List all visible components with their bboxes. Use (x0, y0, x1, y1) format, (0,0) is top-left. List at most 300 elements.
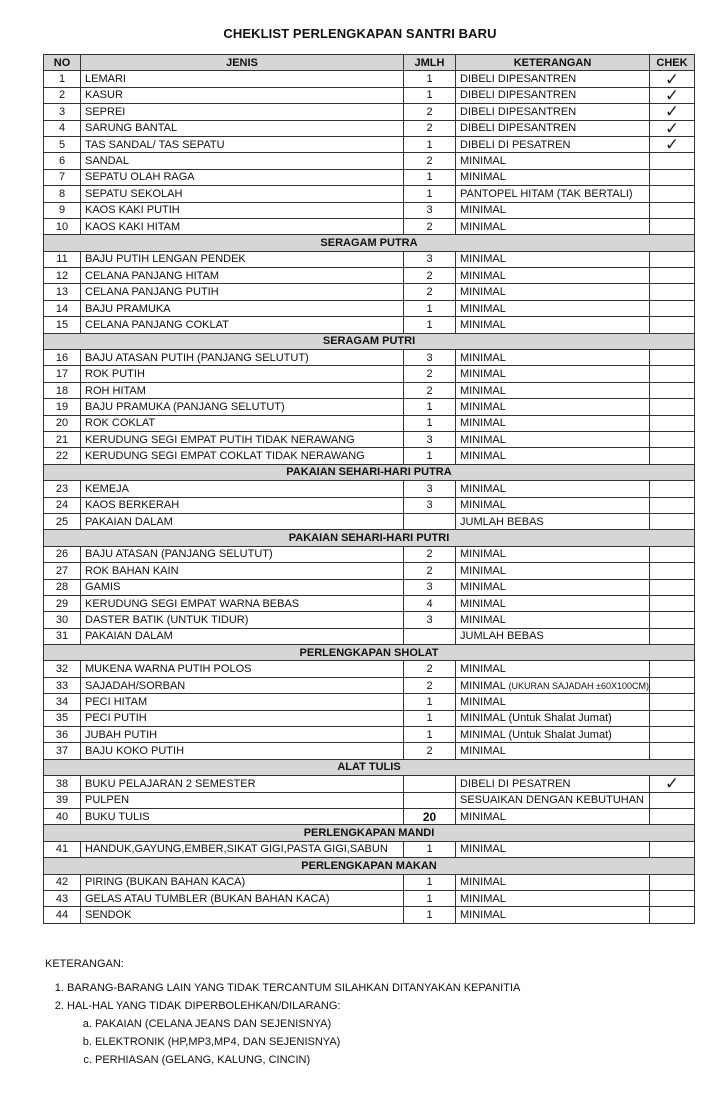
section-header-row (44, 825, 695, 841)
item-note (456, 890, 650, 906)
item-quantity: 3 (404, 579, 456, 595)
row-number: 28 (44, 579, 81, 595)
item-note-text: SESUAIKAN DENGAN KEBUTUHAN (460, 794, 644, 807)
item-note (456, 251, 650, 267)
check-cell (650, 71, 695, 87)
item-note (456, 563, 650, 579)
row-number: 38 (44, 776, 81, 792)
item-note-text: MINIMAL (460, 433, 506, 446)
table-row (44, 776, 695, 792)
row-number: 42 (44, 874, 81, 890)
item-note-text: MINIMAL (460, 269, 506, 282)
row-number: 20 (44, 415, 81, 431)
item-note-text: MINIMAL (460, 695, 506, 708)
table-row (44, 513, 695, 529)
row-number: 13 (44, 284, 81, 300)
check-cell (650, 448, 695, 464)
item-note (456, 268, 650, 284)
checkmark-icon: ✓ (664, 103, 680, 121)
table-row (44, 382, 695, 398)
check-cell (650, 874, 695, 890)
check-cell (650, 710, 695, 726)
checkmark-icon: ✓ (664, 70, 680, 88)
row-number: 43 (44, 890, 81, 906)
notes-section (45, 958, 665, 1071)
table-row (44, 300, 695, 316)
item-quantity: 3 (404, 612, 456, 628)
item-note (456, 677, 650, 693)
item-note-text: JUMLAH BEBAS (460, 630, 544, 643)
item-note-text: MINIMAL (460, 499, 506, 512)
item-note-text: MINIMAL (460, 302, 506, 315)
item-note-text: MINIMAL (460, 204, 506, 217)
item-name: TAS SANDAL/ TAS SEPATU (81, 136, 404, 152)
check-cell (650, 251, 695, 267)
check-cell (650, 546, 695, 562)
item-note-text: MINIMAL (460, 679, 509, 692)
item-name: HANDUK,GAYUNG,EMBER,SIKAT GIGI,PASTA GIGI,SABUN (81, 841, 404, 857)
section-title: SERAGAM PUTRA (44, 235, 695, 251)
item-quantity: 1 (404, 841, 456, 857)
item-name: SEPATU OLAH RAGA (81, 169, 404, 185)
item-quantity: 2 (404, 661, 456, 677)
row-number: 21 (44, 431, 81, 447)
item-quantity: 1 (404, 87, 456, 103)
table-row (44, 612, 695, 628)
item-note (456, 808, 650, 824)
row-number: 1 (44, 71, 81, 87)
check-cell (650, 694, 695, 710)
table-row (44, 317, 695, 333)
check-cell (650, 300, 695, 316)
section-header-row (44, 530, 695, 546)
item-name: PECI PUTIH (81, 710, 404, 726)
item-note (456, 776, 650, 792)
check-cell (650, 612, 695, 628)
item-note-text: MINIMAL (460, 253, 506, 266)
notes-header: KETERANGAN: (45, 958, 124, 970)
item-note (456, 202, 650, 218)
check-cell (650, 284, 695, 300)
check-cell (650, 841, 695, 857)
check-cell (650, 104, 695, 120)
table-row (44, 169, 695, 185)
check-cell (650, 513, 695, 529)
item-note-text: MINIMAL (460, 368, 506, 381)
note-text: HAL-HAL YANG TIDAK DIPERBOLEHKAN/DILARANG: (67, 1000, 341, 1012)
row-number: 35 (44, 710, 81, 726)
item-note (456, 710, 650, 726)
item-note (456, 366, 650, 382)
checkmark-icon: ✓ (664, 120, 680, 137)
row-number: 12 (44, 268, 81, 284)
table-row (44, 579, 695, 595)
header-jmlh: JMLH (404, 55, 456, 71)
item-quantity (404, 513, 456, 529)
item-quantity (404, 628, 456, 644)
check-cell (650, 628, 695, 644)
section-header-row (44, 858, 695, 874)
item-note (456, 743, 650, 759)
item-name: KASUR (81, 87, 404, 103)
row-number: 31 (44, 628, 81, 644)
check-cell (650, 677, 695, 693)
item-note-text: MINIMAL (460, 482, 506, 495)
row-number: 16 (44, 350, 81, 366)
row-number: 3 (44, 104, 81, 120)
item-name: CELANA PANJANG COKLAT (81, 317, 404, 333)
row-number: 14 (44, 300, 81, 316)
item-name: BUKU TULIS (81, 808, 404, 824)
item-note-text: MINIMAL (460, 450, 506, 463)
item-note (456, 448, 650, 464)
check-cell (650, 268, 695, 284)
item-name: ROH HITAM (81, 382, 404, 398)
item-name: BAJU ATASAN (PANJANG SELUTUT) (81, 546, 404, 562)
item-quantity: 3 (404, 481, 456, 497)
note-text: BARANG-BARANG LAIN YANG TIDAK TERCANTUM SILAHKAN DITANYAKAN KEPANITIA (67, 982, 521, 994)
item-name: LEMARI (81, 71, 404, 87)
item-name: GAMIS (81, 579, 404, 595)
row-number: 36 (44, 727, 81, 743)
item-quantity (404, 776, 456, 792)
item-quantity: 3 (404, 431, 456, 447)
item-quantity: 1 (404, 727, 456, 743)
item-name: KAOS KAKI HITAM (81, 218, 404, 234)
table-row (44, 366, 695, 382)
item-note-text: MINIMAL (460, 564, 506, 577)
table-row (44, 186, 695, 202)
table-header-row (44, 55, 695, 71)
item-note (456, 218, 650, 234)
check-cell (650, 727, 695, 743)
item-name: DASTER BATIK (UNTUK TIDUR) (81, 612, 404, 628)
item-note-text: MINIMAL (460, 220, 506, 233)
check-cell (650, 186, 695, 202)
item-note-text: MINIMAL (460, 909, 506, 921)
row-number: 44 (44, 907, 81, 923)
section-title: PERLENGKAPAN MAKAN (44, 858, 695, 874)
table-row (44, 874, 695, 890)
item-quantity: 3 (404, 497, 456, 513)
item-note (456, 546, 650, 562)
item-note (456, 841, 650, 857)
row-number: 2 (44, 87, 81, 103)
item-name: KAOS BERKERAH (81, 497, 404, 513)
row-number: 7 (44, 169, 81, 185)
item-quantity: 1 (404, 317, 456, 333)
check-cell (650, 481, 695, 497)
row-number: 37 (44, 743, 81, 759)
table-row (44, 350, 695, 366)
item-note (456, 513, 650, 529)
item-note (456, 71, 650, 87)
item-name: KAOS KAKI PUTIH (81, 202, 404, 218)
item-name: SANDAL (81, 153, 404, 169)
item-quantity: 2 (404, 268, 456, 284)
header-keterangan: KETERANGAN (456, 55, 650, 71)
item-quantity: 1 (404, 186, 456, 202)
item-name: CELANA PANJANG PUTIH (81, 284, 404, 300)
table-row (44, 448, 695, 464)
item-name: KERUDUNG SEGI EMPAT COKLAT TIDAK NERAWANG (81, 448, 404, 464)
item-quantity: 1 (404, 136, 456, 152)
item-note-text: MINIMAL (460, 613, 506, 626)
item-quantity: 1 (404, 169, 456, 185)
table-row (44, 284, 695, 300)
table-row (44, 841, 695, 857)
item-note (456, 497, 650, 513)
item-quantity: 1 (404, 890, 456, 906)
item-name: KERUDUNG SEGI EMPAT WARNA BEBAS (81, 595, 404, 611)
item-quantity: 1 (404, 874, 456, 890)
item-name: SARUNG BANTAL (81, 120, 404, 136)
item-note-text: PANTOPEL HITAM (TAK BERTALI) (460, 187, 633, 200)
item-quantity: 3 (404, 350, 456, 366)
item-note-text: DIBELI DI PESATREN (460, 777, 571, 790)
row-number: 32 (44, 661, 81, 677)
item-note-text: MINIMAL (460, 548, 506, 561)
item-note (456, 153, 650, 169)
table-row (44, 120, 695, 136)
row-number: 30 (44, 612, 81, 628)
item-quantity: 2 (404, 120, 456, 136)
item-note (456, 481, 650, 497)
item-note-text: MINIMAL (Untuk Shalat Jumat) (460, 712, 612, 725)
note-item (67, 980, 665, 996)
item-quantity: 1 (404, 300, 456, 316)
item-quantity: 1 (404, 694, 456, 710)
item-note-text: JUMLAH BEBAS (460, 515, 544, 528)
item-name: ROK PUTIH (81, 366, 404, 382)
table-row (44, 136, 695, 152)
row-number: 24 (44, 497, 81, 513)
check-cell (650, 907, 695, 923)
item-note-text: MINIMAL (460, 745, 506, 758)
item-quantity: 20 (404, 808, 456, 824)
item-note-text: MINIMAL (460, 286, 506, 299)
section-header-row (44, 464, 695, 480)
item-note (456, 136, 650, 152)
row-number: 26 (44, 546, 81, 562)
table-row (44, 415, 695, 431)
table-row (44, 431, 695, 447)
row-number: 29 (44, 595, 81, 611)
item-quantity: 2 (404, 153, 456, 169)
item-name: PECI HITAM (81, 694, 404, 710)
item-name: BUKU PELAJARAN 2 SEMESTER (81, 776, 404, 792)
row-number: 33 (44, 677, 81, 693)
checklist-table (43, 54, 695, 924)
table-row (44, 694, 695, 710)
item-quantity: 2 (404, 743, 456, 759)
item-note-text: MINIMAL (460, 663, 506, 676)
table-row (44, 792, 695, 808)
item-note-text: MINIMAL (460, 400, 506, 413)
check-cell (650, 743, 695, 759)
page-title: CHEKLIST PERLENGKAPAN SANTRI BARU (223, 26, 497, 41)
check-cell (650, 661, 695, 677)
note-subitem: a. PAKAIAN (CELANA JEANS DAN SEJENISNYA) (95, 1016, 665, 1033)
note-subitem: c. PERHIASAN (GELANG, KALUNG, CINCIN) (95, 1052, 665, 1069)
item-note (456, 87, 650, 103)
check-cell (650, 890, 695, 906)
item-note (456, 612, 650, 628)
item-name: KEMEJA (81, 481, 404, 497)
section-header-row (44, 333, 695, 349)
section-title: PERLENGKAPAN SHOLAT (44, 645, 695, 661)
row-number: 34 (44, 694, 81, 710)
table-row (44, 71, 695, 87)
item-note (456, 120, 650, 136)
item-note (456, 727, 650, 743)
table-row (44, 251, 695, 267)
item-note (456, 579, 650, 595)
item-quantity: 1 (404, 710, 456, 726)
check-cell (650, 87, 695, 103)
row-number: 8 (44, 186, 81, 202)
item-note-text: MINIMAL (460, 581, 506, 594)
item-quantity: 3 (404, 202, 456, 218)
item-note (456, 792, 650, 808)
item-name: CELANA PANJANG HITAM (81, 268, 404, 284)
check-cell (650, 497, 695, 513)
item-quantity: 1 (404, 415, 456, 431)
check-cell (650, 350, 695, 366)
table-row (44, 727, 695, 743)
item-note-text: MINIMAL (460, 171, 506, 184)
item-note-text: DIBELI DIPESANTREN (460, 122, 577, 135)
section-header-row (44, 759, 695, 775)
item-name: SEPATU SEKOLAH (81, 186, 404, 202)
item-name: SEPREI (81, 104, 404, 120)
item-name: BAJU KOKO PUTIH (81, 743, 404, 759)
row-number: 18 (44, 382, 81, 398)
table-row (44, 563, 695, 579)
checkmark-icon: ✓ (664, 136, 680, 153)
check-cell (650, 399, 695, 415)
check-cell (650, 776, 695, 792)
item-note-text: DIBELI DIPESANTREN (460, 73, 577, 86)
check-cell (650, 595, 695, 611)
row-number: 40 (44, 808, 81, 824)
table-row (44, 677, 695, 693)
table-row (44, 546, 695, 562)
item-quantity: 1 (404, 71, 456, 87)
item-note-text: MINIMAL (460, 843, 506, 856)
item-note (456, 104, 650, 120)
header-chek: CHEK (650, 55, 695, 71)
item-note (456, 186, 650, 202)
row-number: 4 (44, 120, 81, 136)
item-quantity: 3 (404, 251, 456, 267)
table-row (44, 153, 695, 169)
item-name: GELAS ATAU TUMBLER (BUKAN BAHAN KACA) (81, 890, 404, 906)
item-note-text: DIBELI DI PESATREN (460, 138, 571, 151)
item-note-text: MINIMAL (460, 155, 506, 168)
header-jenis: JENIS (81, 55, 404, 71)
item-note (456, 661, 650, 677)
table-row (44, 595, 695, 611)
item-quantity: 2 (404, 677, 456, 693)
table-row (44, 890, 695, 906)
item-quantity: 2 (404, 218, 456, 234)
item-note (456, 399, 650, 415)
check-cell (650, 218, 695, 234)
item-quantity: 1 (404, 399, 456, 415)
item-note-text: MINIMAL (460, 384, 506, 397)
check-cell (650, 366, 695, 382)
row-number: 23 (44, 481, 81, 497)
row-number: 11 (44, 251, 81, 267)
item-note-text: DIBELI DIPESANTREN (460, 89, 577, 102)
item-name: BAJU ATASAN PUTIH (PANJANG SELUTUT) (81, 350, 404, 366)
item-note-text: DIBELI DIPESANTREN (460, 105, 577, 118)
item-name: BAJU PRAMUKA (PANJANG SELUTUT) (81, 399, 404, 415)
item-quantity: 2 (404, 366, 456, 382)
item-name: BAJU PUTIH LENGAN PENDEK (81, 251, 404, 267)
item-name: PAKAIAN DALAM (81, 513, 404, 529)
section-title: PAKAIAN SEHARI-HARI PUTRA (44, 464, 695, 480)
note-subitem: b. ELEKTRONIK (HP,MP3,MP4, DAN SEJENISNYA) (95, 1034, 665, 1051)
item-note-text: MINIMAL (460, 351, 506, 364)
row-number: 19 (44, 399, 81, 415)
row-number: 39 (44, 792, 81, 808)
section-title: ALAT TULIS (44, 759, 695, 775)
row-number: 22 (44, 448, 81, 464)
section-title: PERLENGKAPAN MANDI (44, 825, 695, 841)
note-sublist (67, 1016, 665, 1069)
section-title: SERAGAM PUTRI (44, 333, 695, 349)
item-note (456, 169, 650, 185)
item-note-text: MINIMAL (460, 810, 506, 823)
item-name: SENDOK (81, 907, 404, 923)
item-name: PIRING (BUKAN BAHAN KACA) (81, 874, 404, 890)
table-row (44, 87, 695, 103)
row-number: 10 (44, 218, 81, 234)
item-quantity: 4 (404, 595, 456, 611)
check-cell (650, 792, 695, 808)
item-note (456, 317, 650, 333)
item-note (456, 874, 650, 890)
table-row (44, 268, 695, 284)
checkmark-icon: ✓ (664, 775, 680, 793)
table-row (44, 907, 695, 923)
item-note-text: MINIMAL (460, 318, 506, 331)
check-cell (650, 317, 695, 333)
check-cell (650, 808, 695, 824)
table-row (44, 104, 695, 120)
item-note (456, 300, 650, 316)
item-note (456, 415, 650, 431)
row-number: 6 (44, 153, 81, 169)
item-note (456, 284, 650, 300)
table-row (44, 808, 695, 824)
item-name: JUBAH PUTIH (81, 727, 404, 743)
note-item (67, 998, 665, 1069)
item-quantity: 1 (404, 907, 456, 923)
item-quantity: 2 (404, 284, 456, 300)
item-quantity: 2 (404, 563, 456, 579)
table-row (44, 218, 695, 234)
table-body (44, 71, 695, 923)
item-quantity (404, 792, 456, 808)
item-name: BAJU PRAMUKA (81, 300, 404, 316)
row-number: 25 (44, 513, 81, 529)
item-note-text: MINIMAL (Untuk Shalat Jumat) (460, 728, 612, 741)
check-cell (650, 563, 695, 579)
item-name: PULPEN (81, 792, 404, 808)
